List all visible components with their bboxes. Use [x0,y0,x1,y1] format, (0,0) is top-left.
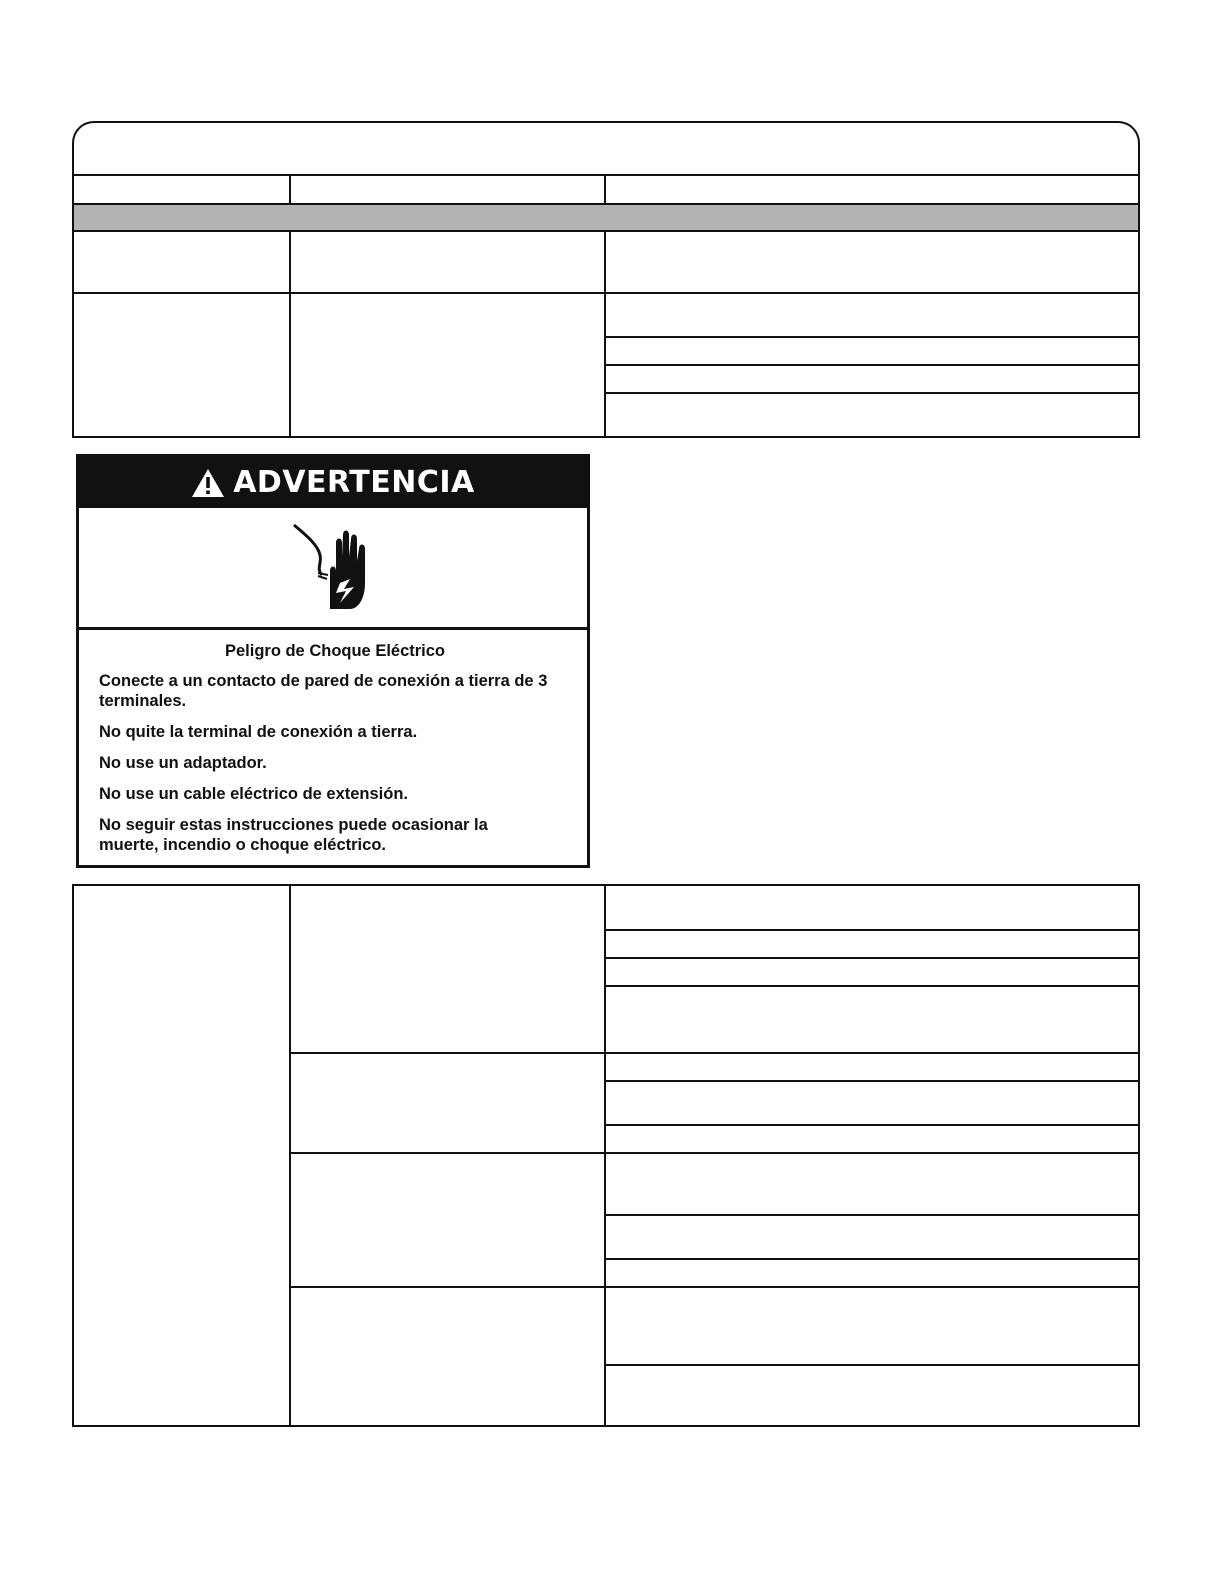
section-band [73,204,1139,231]
warning-line: Conecte a un contacto de pared de conexión a tierra de 3 terminales. [99,672,548,710]
top-table-title-bar [72,121,1140,177]
table-row-line [605,1364,1140,1366]
table-column-line [289,231,291,438]
table-bottom-line [72,1425,1140,1427]
warning-line: No seguir estas instrucciones puede ocasionar la muerte, incendio o choque eléctrico. [99,816,488,854]
table-border-left [72,175,74,438]
table-row-line [605,392,1140,394]
table-row-line [72,203,1140,205]
table-column-line [604,231,606,438]
table-row-line [605,1124,1140,1126]
table-row-line [289,1286,1140,1288]
table-row-line [72,292,1140,294]
table-column-line [604,175,606,205]
table-column-line [289,175,291,205]
warning-header [79,457,587,508]
table-row-line [605,929,1140,931]
table-row-line [289,1052,1140,1054]
warning-text [99,641,571,866]
table-border-left [72,884,74,1427]
table-row-line [72,230,1140,232]
table-border-right [1138,175,1140,438]
table-row-line [605,1080,1140,1082]
table-row-line [605,364,1140,366]
table-border-right [1138,884,1140,1427]
warning-title: ADVERTENCIA [233,465,475,500]
warning-icon-area [79,508,587,630]
electric-shock-hand-icon [288,521,378,615]
table-row-line [605,985,1140,987]
warning-box [76,454,590,868]
table-row-line [605,1214,1140,1216]
table-row-line [605,336,1140,338]
table-bottom-line [72,436,1140,438]
table-header-line [72,174,1140,176]
table-row-line [605,957,1140,959]
table-row-line [289,1152,1140,1154]
warning-line: No quite la terminal de conexión a tierra. [99,723,418,741]
table-column-line [289,884,291,1427]
table-top-line [72,884,1140,886]
warning-subtitle: Peligro de Choque Eléctrico [224,642,446,660]
warning-triangle-icon [191,468,225,498]
table-column-line [604,884,606,1427]
table-row-line [605,1258,1140,1260]
warning-line: No use un cable eléctrico de extensión. [99,785,409,803]
warning-line: No use un adaptador. [99,754,267,772]
